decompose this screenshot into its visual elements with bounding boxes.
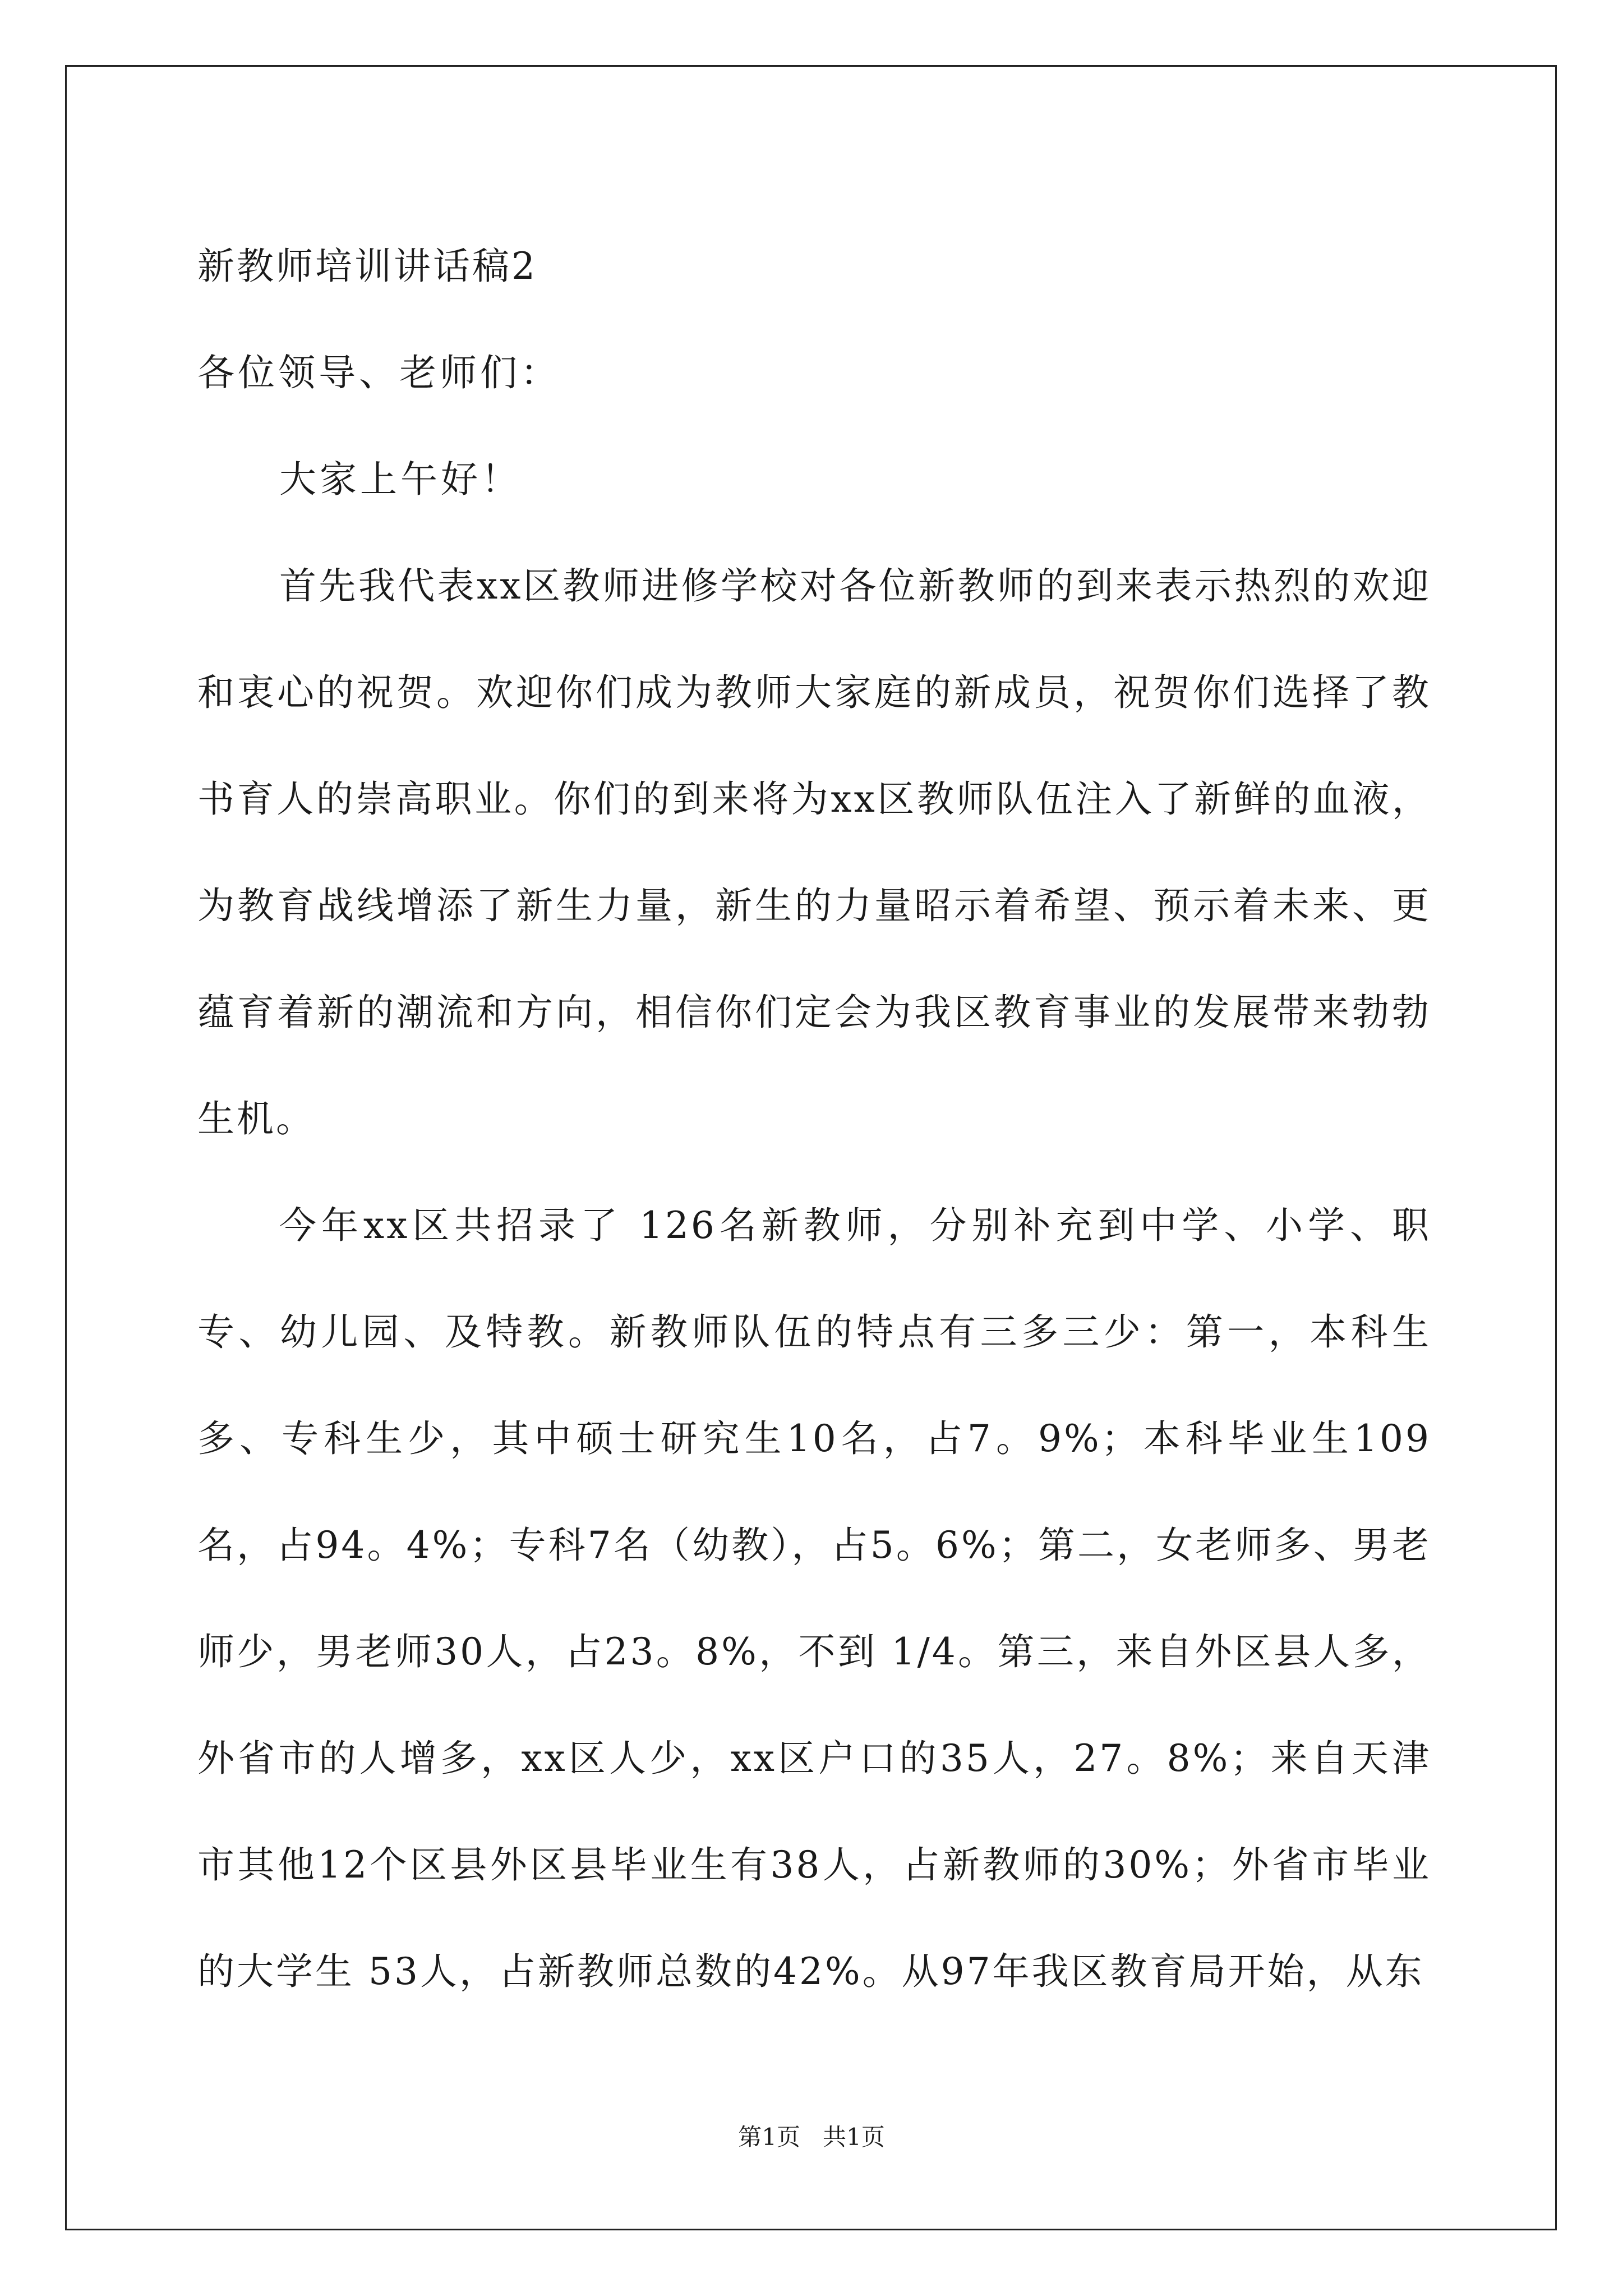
paragraph-statistics: 今年xx区共招录了 126名新教师，分别补充到中学、小学、职专、幼儿园、及特教。新教师队伍的特点有三多三少：第一，本科生多、专科生少，其中硕士研究生10名，占7。9%；本科毕业生109名，占94。4%；专科7名（幼教），占5。6%；第二，女老师多、男老师少，男老师30人，占23。8%，不到 1/4。第三，来自外区县人多，外省市的人增多，xx区人少，xx区户口的35人，27。8%；来自天津市其他12个区县外区县毕业生有38人，占新教师的30%；外省市毕业的大学生 53人，占新教师总数的42%。从97年我区教育局开始，从东 (197, 1204, 1431, 1993)
opening-greeting: 大家上午好！ (279, 458, 522, 501)
document-title: 新教师培训讲话稿2 (197, 245, 537, 288)
salutation: 各位领导、老师们： (197, 351, 561, 394)
document-body (197, 213, 1431, 2025)
page-footer: 第1页 共1页 (738, 2123, 885, 2151)
paragraph-welcome: 首先我代表xx区教师进修学校对各位新教师的到来表示热烈的欢迎和衷心的祝贺。欢迎你们成为教师大家庭的新成员，祝贺你们选择了教书育人的崇高职业。你们的到来将为xx区教师队伍注入了新鲜的血液，为教育战线增添了新生力量，新生的力量昭示着希望、预示着未来、更蕴育着新的潮流和方向，相信你们定会为我区教育事业的发展带来勃勃生机。 (197, 564, 1431, 1140)
